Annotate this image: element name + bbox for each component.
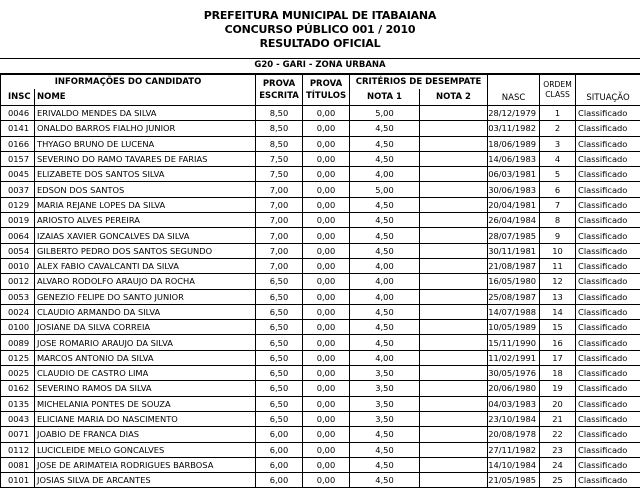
cell-nasc: 23/10/1984 <box>488 411 540 426</box>
table-row <box>1 106 640 121</box>
document-header <box>0 0 640 59</box>
cell-ordem: 12 <box>540 274 576 289</box>
cell-nome: GENEZIO FELIPE DO SANTO JUNIOR <box>35 289 256 304</box>
cell-ordem: 25 <box>540 473 576 488</box>
cell-prova-titulos: 0,00 <box>303 106 350 121</box>
cell-nasc: 27/11/1982 <box>488 442 540 457</box>
cell-ordem: 19 <box>540 381 576 396</box>
table-row <box>1 473 640 488</box>
cell-ordem: 17 <box>540 350 576 365</box>
table-row <box>1 427 640 442</box>
cell-insc: 0046 <box>1 106 35 121</box>
cell-nota2 <box>420 304 488 319</box>
cell-nasc: 26/04/1984 <box>488 213 540 228</box>
header-prova-escrita-line1: PROVA <box>263 79 295 89</box>
cell-nota2 <box>420 274 488 289</box>
table-row <box>1 457 640 472</box>
cell-ordem: 16 <box>540 335 576 350</box>
cell-nota2 <box>420 473 488 488</box>
cell-prova-titulos: 0,00 <box>303 442 350 457</box>
cell-nome: JOSIAS SILVA DE ARCANTES <box>35 473 256 488</box>
cell-nome: ALVARO RODOLFO ARAUJO DA ROCHA <box>35 274 256 289</box>
cell-nasc: 04/03/1983 <box>488 396 540 411</box>
cell-nota1: 4,50 <box>350 213 420 228</box>
cell-prova-escrita: 6,00 <box>256 457 303 472</box>
cell-ordem: 10 <box>540 243 576 258</box>
cell-insc: 0024 <box>1 304 35 319</box>
cell-prova-escrita: 7,00 <box>256 228 303 243</box>
cell-nota1: 4,50 <box>350 473 420 488</box>
header-prova-escrita <box>256 75 303 106</box>
table-row <box>1 121 640 136</box>
header-nota1: NOTA 1 <box>350 89 420 106</box>
cell-nasc: 20/08/1978 <box>488 427 540 442</box>
cell-nota2 <box>420 320 488 335</box>
table-row <box>1 304 640 319</box>
cell-situacao: Classificado <box>576 457 640 472</box>
cell-nasc: 18/06/1989 <box>488 136 540 151</box>
cell-prova-titulos: 0,00 <box>303 274 350 289</box>
cell-nome: ELIZABETE DOS SANTOS SILVA <box>35 167 256 182</box>
cell-nota1: 4,50 <box>350 442 420 457</box>
cell-nasc: 25/08/1987 <box>488 289 540 304</box>
cell-ordem: 8 <box>540 213 576 228</box>
cell-prova-escrita: 6,50 <box>256 381 303 396</box>
cell-nota1: 4,50 <box>350 151 420 166</box>
cell-situacao: Classificado <box>576 136 640 151</box>
cell-ordem: 20 <box>540 396 576 411</box>
cell-prova-escrita: 8,50 <box>256 136 303 151</box>
cell-nome: ELICIANE MARIA DO NASCIMENTO <box>35 411 256 426</box>
cell-nota1: 3,50 <box>350 411 420 426</box>
cell-prova-escrita: 6,50 <box>256 274 303 289</box>
cell-nota1: 5,00 <box>350 106 420 121</box>
cell-situacao: Classificado <box>576 396 640 411</box>
cell-situacao: Classificado <box>576 381 640 396</box>
cell-nota2 <box>420 182 488 197</box>
cell-prova-escrita: 6,00 <box>256 427 303 442</box>
cell-insc: 0166 <box>1 136 35 151</box>
cell-nota1: 4,50 <box>350 320 420 335</box>
cell-prova-titulos: 0,00 <box>303 366 350 381</box>
cell-insc: 0112 <box>1 442 35 457</box>
cell-nota2 <box>420 396 488 411</box>
cell-nota2 <box>420 442 488 457</box>
cell-nasc: 14/06/1983 <box>488 151 540 166</box>
cell-nota2 <box>420 197 488 212</box>
cell-nota2 <box>420 411 488 426</box>
cell-prova-escrita: 6,50 <box>256 335 303 350</box>
cell-nota1: 4,00 <box>350 167 420 182</box>
table-row <box>1 182 640 197</box>
cell-prova-escrita: 8,50 <box>256 106 303 121</box>
cell-situacao: Classificado <box>576 151 640 166</box>
cell-nome: JOABIO DE FRANCA DIAS <box>35 427 256 442</box>
cell-insc: 0053 <box>1 289 35 304</box>
table-row <box>1 381 640 396</box>
cell-nota1: 4,00 <box>350 350 420 365</box>
cell-nasc: 21/08/1987 <box>488 258 540 273</box>
cell-nasc: 11/02/1991 <box>488 350 540 365</box>
header-nota2: NOTA 2 <box>420 89 488 106</box>
cell-insc: 0043 <box>1 411 35 426</box>
header-nasc: NASC <box>488 75 540 106</box>
cell-situacao: Classificado <box>576 213 640 228</box>
cell-nasc: 30/11/1981 <box>488 243 540 258</box>
cell-prova-titulos: 0,00 <box>303 213 350 228</box>
cell-nota2 <box>420 289 488 304</box>
cell-prova-escrita: 7,50 <box>256 167 303 182</box>
cell-prova-escrita: 6,50 <box>256 289 303 304</box>
cell-nasc: 20/04/1981 <box>488 197 540 212</box>
header-prova-titulos-line2: TÍTULOS <box>306 91 346 101</box>
cell-prova-titulos: 0,00 <box>303 167 350 182</box>
cell-nota2 <box>420 121 488 136</box>
cell-ordem: 23 <box>540 442 576 457</box>
cell-nota1: 4,50 <box>350 197 420 212</box>
cell-nota2 <box>420 213 488 228</box>
cell-insc: 0012 <box>1 274 35 289</box>
cell-situacao: Classificado <box>576 197 640 212</box>
cell-prova-titulos: 0,00 <box>303 243 350 258</box>
cell-nasc: 14/10/1984 <box>488 457 540 472</box>
cell-nome: MARIA REJANE LOPES DA SILVA <box>35 197 256 212</box>
cell-insc: 0019 <box>1 213 35 228</box>
cell-nasc: 10/05/1989 <box>488 320 540 335</box>
cell-insc: 0100 <box>1 320 35 335</box>
cell-ordem: 18 <box>540 366 576 381</box>
cell-insc: 0081 <box>1 457 35 472</box>
cell-prova-escrita: 6,50 <box>256 366 303 381</box>
cell-prova-escrita: 7,00 <box>256 182 303 197</box>
table-row <box>1 320 640 335</box>
cell-insc: 0089 <box>1 335 35 350</box>
cell-nota2 <box>420 427 488 442</box>
cell-nome: LUCICLEIDE MELO GONCALVES <box>35 442 256 457</box>
cell-nome: ONALDO BARROS FIALHO JUNIOR <box>35 121 256 136</box>
cell-ordem: 24 <box>540 457 576 472</box>
table-row <box>1 350 640 365</box>
cell-nota2 <box>420 106 488 121</box>
cell-nome: ERIVALDO MENDES DA SILVA <box>35 106 256 121</box>
cell-prova-escrita: 6,50 <box>256 396 303 411</box>
header-municipality: PREFEITURA MUNICIPAL DE ITABAIANA <box>0 9 640 23</box>
cell-insc: 0045 <box>1 167 35 182</box>
table-row <box>1 136 640 151</box>
cell-nota1: 4,50 <box>350 457 420 472</box>
cell-nome: GILBERTO PEDRO DOS SANTOS SEGUNDO <box>35 243 256 258</box>
cell-prova-titulos: 0,00 <box>303 151 350 166</box>
cell-ordem: 7 <box>540 197 576 212</box>
cell-prova-titulos: 0,00 <box>303 335 350 350</box>
cell-prova-escrita: 6,00 <box>256 442 303 457</box>
cell-nota2 <box>420 350 488 365</box>
cell-ordem: 14 <box>540 304 576 319</box>
table-row <box>1 411 640 426</box>
cell-situacao: Classificado <box>576 258 640 273</box>
cell-nota2 <box>420 136 488 151</box>
cell-nasc: 16/05/1980 <box>488 274 540 289</box>
cell-nota2 <box>420 167 488 182</box>
cell-ordem: 13 <box>540 289 576 304</box>
cell-prova-escrita: 6,50 <box>256 350 303 365</box>
cell-prova-titulos: 0,00 <box>303 473 350 488</box>
cell-nome: MICHELANIA PONTES DE SOUZA <box>35 396 256 411</box>
cell-prova-escrita: 7,00 <box>256 213 303 228</box>
table-row <box>1 243 640 258</box>
cell-nome: CLAUDIO DE CASTRO LIMA <box>35 366 256 381</box>
header-ordem-line1: ORDEM <box>543 80 571 89</box>
cell-ordem: 2 <box>540 121 576 136</box>
cell-nome: MARCOS ANTONIO DA SILVA <box>35 350 256 365</box>
cell-ordem: 1 <box>540 106 576 121</box>
header-prova-titulos <box>303 75 350 106</box>
cell-nome: THYAGO BRUNO DE LUCENA <box>35 136 256 151</box>
cell-situacao: Classificado <box>576 473 640 488</box>
cell-situacao: Classificado <box>576 106 640 121</box>
cell-situacao: Classificado <box>576 274 640 289</box>
header-ordem-class <box>540 75 576 106</box>
table-row <box>1 335 640 350</box>
cell-situacao: Classificado <box>576 228 640 243</box>
cell-nota1: 4,50 <box>350 228 420 243</box>
cell-insc: 0135 <box>1 396 35 411</box>
cell-nota1: 3,50 <box>350 381 420 396</box>
cell-nota1: 5,00 <box>350 182 420 197</box>
cell-nasc: 03/11/1982 <box>488 121 540 136</box>
cell-insc: 0141 <box>1 121 35 136</box>
cell-situacao: Classificado <box>576 121 640 136</box>
cell-ordem: 11 <box>540 258 576 273</box>
cell-nome: ALEX FABIO CAVALCANTI DA SILVA <box>35 258 256 273</box>
cell-nota1: 4,50 <box>350 243 420 258</box>
cell-prova-titulos: 0,00 <box>303 228 350 243</box>
cell-insc: 0010 <box>1 258 35 273</box>
table-row <box>1 228 640 243</box>
cell-situacao: Classificado <box>576 411 640 426</box>
cell-prova-titulos: 0,00 <box>303 289 350 304</box>
cell-ordem: 15 <box>540 320 576 335</box>
cell-prova-titulos: 0,00 <box>303 182 350 197</box>
cell-nota2 <box>420 151 488 166</box>
header-result-title: RESULTADO OFICIAL <box>0 37 640 51</box>
cell-nome: SEVERINO DO RAMO TAVARES DE FARIAS <box>35 151 256 166</box>
header-candidate-info: INFORMAÇÕES DO CANDIDATO <box>1 75 256 90</box>
cell-nota1: 4,50 <box>350 335 420 350</box>
cell-nome: CLAUDIO ARMANDO DA SILVA <box>35 304 256 319</box>
cell-nasc: 28/07/1985 <box>488 228 540 243</box>
header-prova-titulos-line1: PROVA <box>310 79 342 89</box>
cell-situacao: Classificado <box>576 335 640 350</box>
cell-situacao: Classificado <box>576 167 640 182</box>
table-row <box>1 197 640 212</box>
cell-nome: IZAIAS XAVIER GONCALVES DA SILVA <box>35 228 256 243</box>
cell-nasc: 21/05/1985 <box>488 473 540 488</box>
cell-insc: 0054 <box>1 243 35 258</box>
cell-prova-escrita: 7,00 <box>256 258 303 273</box>
cell-nota2 <box>420 243 488 258</box>
cell-insc: 0071 <box>1 427 35 442</box>
cell-situacao: Classificado <box>576 427 640 442</box>
cell-nota1: 3,50 <box>350 366 420 381</box>
cell-nasc: 30/05/1976 <box>488 366 540 381</box>
cell-ordem: 6 <box>540 182 576 197</box>
cell-insc: 0157 <box>1 151 35 166</box>
cell-insc: 0125 <box>1 350 35 365</box>
cell-nota1: 4,50 <box>350 427 420 442</box>
table-row <box>1 274 640 289</box>
group-title: G20 - GARI - ZONA URBANA <box>0 58 640 74</box>
cell-prova-escrita: 6,50 <box>256 320 303 335</box>
cell-ordem: 5 <box>540 167 576 182</box>
cell-situacao: Classificado <box>576 289 640 304</box>
cell-ordem: 4 <box>540 151 576 166</box>
cell-nota1: 4,50 <box>350 304 420 319</box>
cell-nome: ARIOSTO ALVES PEREIRA <box>35 213 256 228</box>
header-tiebreak-criteria: CRITÉRIOS DE DESEMPATE <box>350 75 488 90</box>
cell-nasc: 30/06/1983 <box>488 182 540 197</box>
header-contest: CONCURSO PÚBLICO 001 / 2010 <box>0 23 640 37</box>
cell-insc: 0129 <box>1 197 35 212</box>
cell-nota2 <box>420 228 488 243</box>
cell-prova-escrita: 6,00 <box>256 473 303 488</box>
cell-prova-escrita: 6,50 <box>256 411 303 426</box>
cell-ordem: 21 <box>540 411 576 426</box>
cell-prova-titulos: 0,00 <box>303 427 350 442</box>
cell-prova-escrita: 7,00 <box>256 243 303 258</box>
cell-prova-titulos: 0,00 <box>303 197 350 212</box>
table-row <box>1 396 640 411</box>
table-row <box>1 258 640 273</box>
cell-nota2 <box>420 457 488 472</box>
cell-prova-titulos: 0,00 <box>303 258 350 273</box>
cell-insc: 0162 <box>1 381 35 396</box>
cell-situacao: Classificado <box>576 366 640 381</box>
cell-nasc: 28/12/1979 <box>488 106 540 121</box>
cell-situacao: Classificado <box>576 320 640 335</box>
cell-prova-escrita: 6,50 <box>256 304 303 319</box>
header-insc: INSC <box>1 89 35 106</box>
cell-nome: JOSE ROMARIO ARAUJO DA SILVA <box>35 335 256 350</box>
cell-prova-titulos: 0,00 <box>303 457 350 472</box>
cell-prova-escrita: 7,50 <box>256 151 303 166</box>
cell-situacao: Classificado <box>576 243 640 258</box>
cell-insc: 0037 <box>1 182 35 197</box>
cell-prova-titulos: 0,00 <box>303 136 350 151</box>
cell-situacao: Classificado <box>576 350 640 365</box>
cell-nome: SEVERINO RAMOS DA SILVA <box>35 381 256 396</box>
header-prova-escrita-line2: ESCRITA <box>259 91 299 101</box>
cell-nota1: 4,50 <box>350 136 420 151</box>
cell-nota1: 4,00 <box>350 289 420 304</box>
table-row <box>1 167 640 182</box>
cell-situacao: Classificado <box>576 442 640 457</box>
cell-insc: 0064 <box>1 228 35 243</box>
cell-ordem: 3 <box>540 136 576 151</box>
cell-prova-titulos: 0,00 <box>303 350 350 365</box>
table-row <box>1 289 640 304</box>
cell-nome: JOSE DE ARIMATEIA RODRIGUES BARBOSA <box>35 457 256 472</box>
cell-prova-titulos: 0,00 <box>303 304 350 319</box>
cell-ordem: 22 <box>540 427 576 442</box>
cell-insc: 0101 <box>1 473 35 488</box>
cell-nasc: 14/07/1988 <box>488 304 540 319</box>
cell-nota1: 3,50 <box>350 396 420 411</box>
table-row <box>1 151 640 166</box>
results-table <box>0 74 640 488</box>
cell-nota1: 4,50 <box>350 121 420 136</box>
cell-prova-escrita: 7,00 <box>256 197 303 212</box>
header-ordem-line2: CLASS <box>545 90 570 99</box>
cell-nota2 <box>420 258 488 273</box>
cell-prova-titulos: 0,00 <box>303 411 350 426</box>
cell-insc: 0025 <box>1 366 35 381</box>
table-row <box>1 213 640 228</box>
header-situacao: SITUAÇÃO <box>576 75 640 106</box>
header-nome: NOME <box>35 89 256 106</box>
cell-prova-titulos: 0,00 <box>303 320 350 335</box>
cell-nota2 <box>420 335 488 350</box>
cell-nota1: 4,00 <box>350 258 420 273</box>
cell-ordem: 9 <box>540 228 576 243</box>
cell-prova-titulos: 0,00 <box>303 381 350 396</box>
cell-nome: EDSON DOS SANTOS <box>35 182 256 197</box>
cell-prova-titulos: 0,00 <box>303 121 350 136</box>
cell-nasc: 06/03/1981 <box>488 167 540 182</box>
cell-prova-escrita: 8,50 <box>256 121 303 136</box>
cell-situacao: Classificado <box>576 304 640 319</box>
cell-nasc: 20/06/1980 <box>488 381 540 396</box>
cell-nota2 <box>420 366 488 381</box>
cell-nome: JOSIANE DA SILVA CORREIA <box>35 320 256 335</box>
table-row <box>1 366 640 381</box>
results-rows <box>1 106 640 488</box>
table-row <box>1 442 640 457</box>
cell-situacao: Classificado <box>576 182 640 197</box>
cell-nota2 <box>420 381 488 396</box>
cell-prova-titulos: 0,00 <box>303 396 350 411</box>
cell-nota1: 4,00 <box>350 274 420 289</box>
cell-nasc: 15/11/1990 <box>488 335 540 350</box>
